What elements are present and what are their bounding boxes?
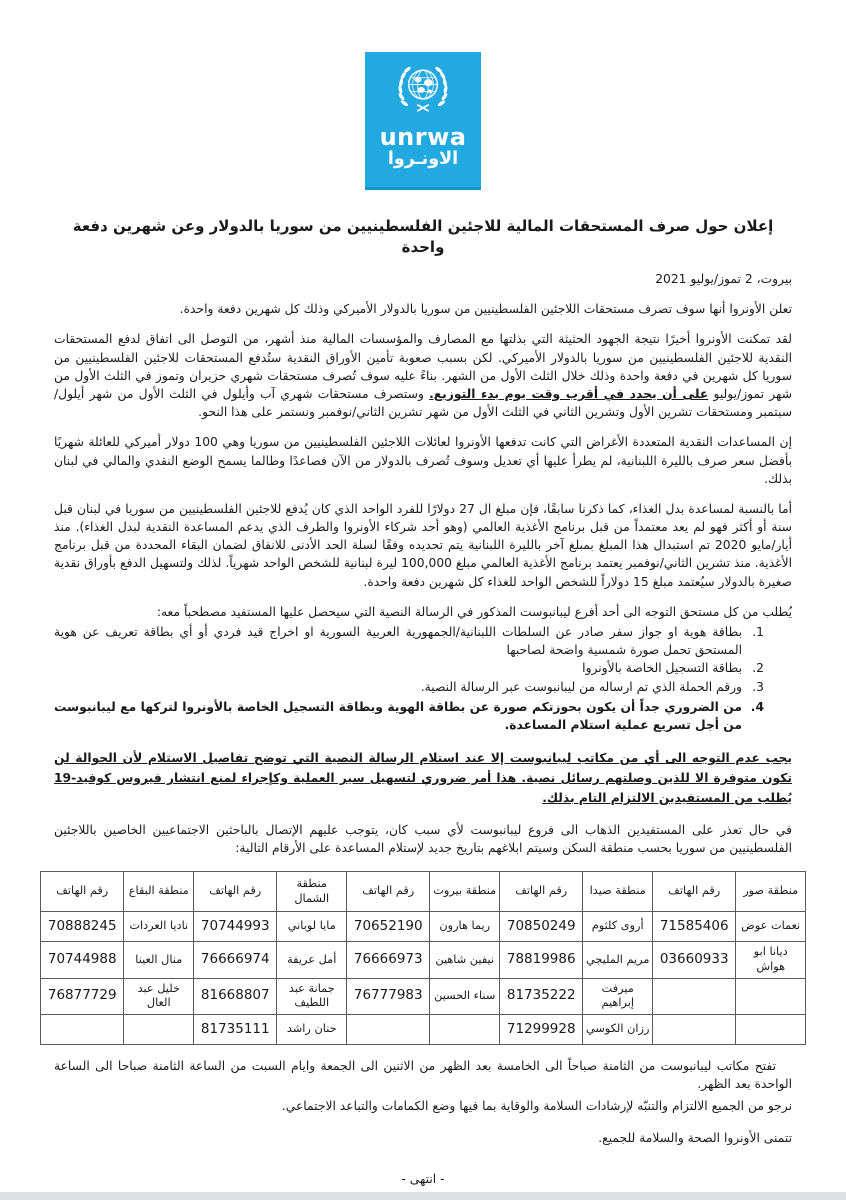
phone-cell: 70744993 bbox=[194, 912, 277, 942]
contact-name-cell bbox=[124, 1014, 194, 1044]
table-header-row bbox=[41, 872, 806, 912]
contact-name-cell bbox=[736, 978, 806, 1014]
contact-name-cell: أروى كلثوم bbox=[583, 912, 653, 942]
announcement-title: إعلان حول صرف المستحقات المالية للاجئين الفلسطينيين من سوريا بالدولار وعن شهرين دفعة واحدة bbox=[72, 217, 774, 256]
list-item-text: بطاقة هوية او جواز سفر صادر عن السلطات اللبنانية/الجمهورية العربية السورية او اخراج قيد فردي أو أي بطاقة تعريف عن هوية المستحق تحمل صورة شمسية واضحة لصاحبها bbox=[54, 625, 742, 658]
list-item bbox=[54, 623, 792, 659]
phone-cell: 03660933 bbox=[653, 942, 736, 978]
contact-name-cell: ناديا العردات bbox=[124, 912, 194, 942]
sms-warning: يجب عدم التوجه الى أي من مكاتب ليبانبوست إلا عند استلام الرسالة النصية التي توضح تفاصيل الاستلام لأن الحوالة لن تكون متوفرة الا للذين وصلتهم رسائل نصية. هذا أمر ضروري لتسهيل سير العملية وكإجراء لمنع انتشار فيروس كوفيد-19 يُطلب من المستفيدين الالتزام التام بذلك. bbox=[54, 751, 792, 805]
column-header-area: منطقة البقاع bbox=[124, 872, 194, 912]
table-row bbox=[41, 978, 806, 1014]
phone-cell bbox=[653, 978, 736, 1014]
phone-cell: 76666973 bbox=[347, 942, 430, 978]
table-row bbox=[41, 1014, 806, 1044]
phone-cell bbox=[41, 1014, 124, 1044]
contact-name-cell: منال العينا bbox=[124, 942, 194, 978]
column-header-area: منطقة صيدا bbox=[583, 872, 653, 912]
document-body bbox=[0, 216, 846, 1188]
paragraph-agreement-pre: لقد تمكنت الأونروا أخيرًا نتيجة الجهود الحثيثة التي بذلتها مع المصارف والمؤسسات المالية منذ أشهر، من التوصل الى اتفاق لدفع المستحقات النقدية للاجئين الفلسطينيين من سوريا بالدولار الأميركي. لكن بسبب صعوبة تأمين الأوراق النقدية ستُدفع المستحقات للاجئين الفلسطينيين من سوريا كل شهرين في دفعة واحدة وذلك خلال الثلث الأول من الشهر. بناءً عليه سوف تُصرف مستحقات شهري حزيران وتموز في الثلث الأول من شهر تموز/يوليو bbox=[54, 332, 793, 401]
phone-cell bbox=[653, 1014, 736, 1044]
list-item-number: 2. bbox=[752, 661, 764, 676]
list-item bbox=[54, 678, 792, 696]
table-row bbox=[41, 912, 806, 942]
column-header-phone: رقم الهاتف bbox=[41, 872, 124, 912]
phone-cell: 81668807 bbox=[194, 978, 277, 1014]
closing-wish: تتمنى الأونروا الصحة والسلامة للجميع. bbox=[598, 1131, 792, 1146]
paragraph-cash-assistance: إن المساعدات النقدية المتعددة الأغراض التي كانت تدفعها الأونروا لعائلات اللاجئين الفلسطينيين من سوريا وهي 100 دولار أميركي للعائلة شهريًا بأفضل سعر صرف بالليرة اللبنانية، لم يطرأ عليها أي تعديل وسوف تُصرف بالدولار من الآن فصاعدًا وطالما يسمح الوضع النقدي والمالي في لبنان بذلك. bbox=[54, 435, 792, 486]
logo-wordmark-en: unrwa bbox=[379, 123, 467, 151]
unrwa-logo bbox=[365, 52, 481, 190]
column-header-area: منطقة صور bbox=[736, 872, 806, 912]
contact-name-cell: حنان راشد bbox=[277, 1014, 347, 1044]
list-item-number: 4. bbox=[750, 699, 764, 714]
column-header-phone: رقم الهاتف bbox=[500, 872, 583, 912]
contact-name-cell: ريما هارون bbox=[430, 912, 500, 942]
contact-name-cell: مايا لوباني bbox=[277, 912, 347, 942]
list-item-number: 3. bbox=[752, 679, 764, 694]
contact-name-cell bbox=[736, 1014, 806, 1044]
paragraph-agreement-post: وستصرف مستحقات شهري آب وأيلول في الثلث الأول من شهر أيلول/سبتمبر ومستحقات تشرين الأول وتشرين الثاني في الثلث الأول من شهر تشرين الثاني/نوفمبر ونستمر على هذا النحو. bbox=[54, 386, 792, 420]
phone-cell: 70850249 bbox=[500, 912, 583, 942]
column-header-phone: رقم الهاتف bbox=[347, 872, 430, 912]
column-header-phone: رقم الهاتف bbox=[194, 872, 277, 912]
distribution-date-emphasis: على أن يحدد في أقرب وقت يوم بدء التوزيع. bbox=[429, 386, 709, 401]
contact-name-cell: ميرفت إبراهيم bbox=[583, 978, 653, 1014]
table-row bbox=[41, 942, 806, 978]
safety-note: نرجو من الجميع الالتزام والتنبّه لإرشادات السلامة والوقاية بما فيها وضع الكمامات والتباعد الاجتماعي. bbox=[281, 1099, 792, 1114]
column-header-phone: رقم الهاتف bbox=[653, 872, 736, 912]
phone-cell: 70652190 bbox=[347, 912, 430, 942]
list-item-text: من الضروري جداً أن يكون بحوزتكم صورة عن بطاقة الهوية وبطاقة التسجيل الخاصة بالأونروا لتركها مع ليبانبوست من أجل تسريع عملية استلام المساعدة. bbox=[54, 699, 742, 732]
paragraph-intro: تعلن الأونروا أنها سوف تصرف مستحقات اللاجئين الفلسطينيين من سوريا بالدولار الأميركي وذلك كل شهرين دفعة واحدة. bbox=[179, 302, 792, 317]
contact-name-cell: أمل عريفة bbox=[277, 942, 347, 978]
paragraph-agreement bbox=[54, 330, 792, 421]
list-item-text: ورقم الحملة الذي تم ارساله من ليبانبوست عبر الرسالة النصية. bbox=[420, 679, 742, 694]
column-header-area: منطقة بيروت bbox=[430, 872, 500, 912]
phone-cell: 76666974 bbox=[194, 942, 277, 978]
phone-cell: 76877729 bbox=[41, 978, 124, 1014]
contact-name-cell: ديانا ابو هواش bbox=[736, 942, 806, 978]
contact-name-cell: رزان الكوسي bbox=[583, 1014, 653, 1044]
column-header-area: منطقة الشمال bbox=[277, 872, 347, 912]
logo-wordmark-ar: الاونـروا bbox=[387, 149, 459, 169]
contacts-table bbox=[40, 871, 806, 1045]
list-item-text: بطاقة التسجيل الخاصة بالأونروا bbox=[582, 661, 742, 676]
contact-name-cell: نعمات عوض bbox=[736, 912, 806, 942]
phone-cell: 71299928 bbox=[500, 1014, 583, 1044]
dateline: بيروت، 2 تموز/يوليو 2021 bbox=[655, 272, 792, 286]
logo-container bbox=[0, 0, 846, 190]
phone-cell: 76777983 bbox=[347, 978, 430, 1014]
un-emblem-icon bbox=[380, 60, 466, 122]
contact-name-cell: مريم المليجي bbox=[583, 942, 653, 978]
contact-name-cell: سناء الحسين bbox=[430, 978, 500, 1014]
phone-cell: 81735222 bbox=[500, 978, 583, 1014]
phone-cell bbox=[347, 1014, 430, 1044]
page-bottom-edge bbox=[0, 1192, 846, 1200]
contact-name-cell: نيفين شاهين bbox=[430, 942, 500, 978]
phone-cell: 81735111 bbox=[194, 1014, 277, 1044]
contact-name-cell: جمانة عبد اللطيف bbox=[277, 978, 347, 1014]
table-header bbox=[41, 872, 806, 912]
phone-cell: 70888245 bbox=[41, 912, 124, 942]
phone-cell: 70744988 bbox=[41, 942, 124, 978]
contact-name-cell: خليل عبد العال bbox=[124, 978, 194, 1014]
required-documents-intro: يُطلب من كل مستحق التوجه الى أحد أفرع ليبانبوست المذكور في الرسالة النصية التي سيحصل عليها المستفيد مصطحباً معه: bbox=[156, 604, 792, 619]
paragraph-food-allowance: أما بالنسبة لمساعدة بدل الغذاء، كما ذكرنا سابقًا، فإن مبلغ ال 27 دولارًا للفرد الواحد الذي كان يُدفع للاجئين الفلسطينيين من سوريا في لبنان قبل سنة أو أكثر فهو لم يعد معتمداً من قبل برنامج الأغذية العالمي (وهو أحد شركاء الأونروا والطرف الذي يدعم المساعدة النقدية لبدل الغذاء). منذ أيار/مايو 2020 تم استبدال هذا المبلغ بمبلغ آخر بالليرة اللبنانية يتم تحديده وفقًا لسلة الحد الأدنى للانفاق لضمان البقاء المحددة من قبل برنامج الأغذية. منذ تشرين الثاني/نوفمبر يعتمد برنامج الأغذية العالمي مبلغ 100,000 ليرة لبنانية للشخص الواحد شهرياً. لذلك ولتسهيل الدفع بأوراق نقدية صغيرة بالدولار سيُعتمد مبلغ 15 دولاراً للشخص الواحد للغذاء كل شهرين دفعة واحدة. bbox=[54, 501, 793, 589]
contact-name-cell bbox=[430, 1014, 500, 1044]
end-marker: - انتهى - bbox=[401, 1171, 445, 1186]
table-body bbox=[41, 912, 806, 1045]
office-hours: تفتح مكاتب ليبانبوست من الثامنة صباحاً الى الخامسة بعد الظهر من الاثنين الى الجمعة وايام السبت من الساعة الثامنة صباحا الى الساعة الواحدة بعد الظهر. bbox=[54, 1058, 792, 1092]
list-item-number: 1. bbox=[752, 625, 764, 639]
phone-cell: 71585406 bbox=[653, 912, 736, 942]
required-documents-list bbox=[54, 623, 792, 734]
contact-instructions: في حال تعذر على المستفيدين الذهاب الى فروع ليبانبوست لأي سبب كان، يتوجب عليهم الإتصال بالباحثين الاجتماعيين الخاصين باللاجئين الفلسطينيين من سوريا بحسب منطقة السكن وسيتم ابلاغهم بتاريخ جديد لإستلام المساعدة على الأرقام التالية: bbox=[54, 822, 792, 856]
list-item bbox=[54, 698, 792, 734]
list-item bbox=[54, 659, 792, 677]
phone-cell: 78819986 bbox=[500, 942, 583, 978]
